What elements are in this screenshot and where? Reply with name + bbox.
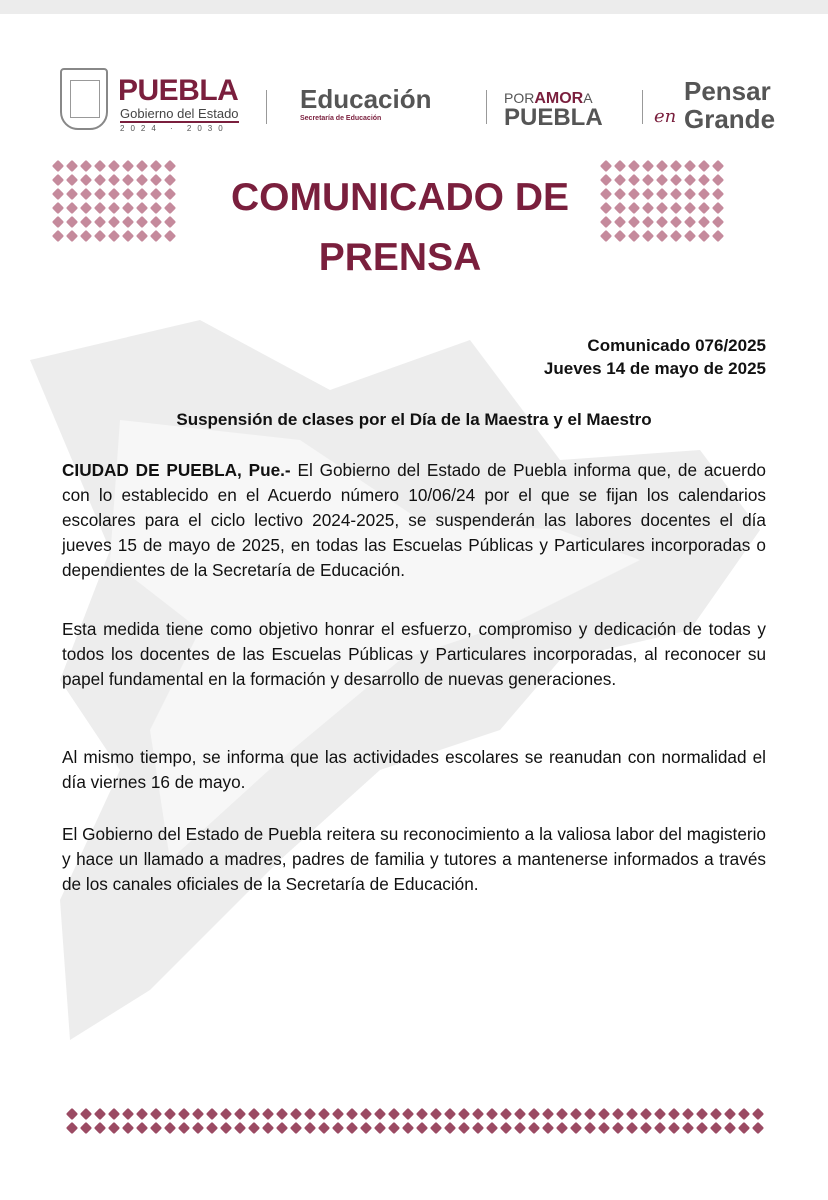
pattern-tile — [738, 1108, 750, 1120]
pattern-tile — [656, 202, 668, 214]
pattern-tile — [656, 174, 668, 186]
pattern-tile — [712, 230, 724, 242]
pattern-tile — [472, 1108, 484, 1120]
pattern-tile — [614, 202, 626, 214]
pattern-tile — [626, 1108, 638, 1120]
pattern-tile — [150, 202, 162, 214]
pattern-tile — [668, 1108, 680, 1120]
pattern-tile — [80, 216, 92, 228]
pattern-tile — [698, 174, 710, 186]
pattern-tile — [598, 1122, 610, 1134]
pattern-tile — [80, 202, 92, 214]
pattern-tile — [164, 202, 176, 214]
pattern-tile — [318, 1108, 330, 1120]
pattern-tile — [122, 202, 134, 214]
pattern-tile — [94, 1122, 106, 1134]
pattern-tile — [122, 230, 134, 242]
pattern-tile — [670, 160, 682, 172]
pattern-tile — [500, 1122, 512, 1134]
pattern-tile — [528, 1122, 540, 1134]
pattern-tile — [332, 1122, 344, 1134]
logo-por-puebla: PUEBLA — [504, 104, 603, 131]
pattern-tile — [66, 1122, 78, 1134]
pattern-tile — [150, 1122, 162, 1134]
pattern-tile — [656, 216, 668, 228]
pattern-tile — [738, 1122, 750, 1134]
pattern-tile — [444, 1122, 456, 1134]
pattern-tile — [122, 174, 134, 186]
pattern-tile — [696, 1122, 708, 1134]
pattern-tile — [136, 1122, 148, 1134]
pattern-tile — [570, 1108, 582, 1120]
pattern-tile — [150, 188, 162, 200]
logo-educacion: Educación — [300, 84, 432, 114]
pattern-tile — [374, 1122, 386, 1134]
paragraph-3: Al mismo tiempo, se informa que las actividades escolares se reanudan con normalidad el día viernes 16 de mayo. — [62, 747, 766, 792]
pattern-tile — [388, 1122, 400, 1134]
pattern-tile — [684, 188, 696, 200]
decorative-pattern-right — [600, 160, 724, 242]
pattern-tile — [150, 216, 162, 228]
pattern-tile — [584, 1122, 596, 1134]
pattern-tile — [276, 1122, 288, 1134]
pattern-tile — [108, 160, 120, 172]
pattern-tile — [108, 1108, 120, 1120]
pattern-tile — [108, 174, 120, 186]
pattern-tile — [164, 188, 176, 200]
pattern-tile — [178, 1122, 190, 1134]
paragraph-1-text: El Gobierno del Estado de Puebla informa que, de acuerdo con lo establecido en el Acuerdo número 10/06/24 por el que se fijan los calendarios escolares para el ciclo lectivo 2024-2025, se suspenderán las labores docentes el día jueves 15 de mayo de 2025, en todas las Escuelas Públicas y Particulares incorporadas o dependientes de la Secretaría de Educación. — [62, 460, 766, 580]
pattern-tile — [136, 160, 148, 172]
pattern-tile — [458, 1108, 470, 1120]
pattern-tile — [724, 1108, 736, 1120]
pattern-tile — [698, 230, 710, 242]
pattern-tile — [346, 1108, 358, 1120]
pattern-tile — [164, 216, 176, 228]
pattern-tile — [696, 1108, 708, 1120]
pattern-tile — [712, 202, 724, 214]
pattern-tile — [500, 1108, 512, 1120]
pattern-tile — [670, 216, 682, 228]
pattern-tile — [684, 216, 696, 228]
pattern-tile — [642, 216, 654, 228]
pattern-tile — [206, 1122, 218, 1134]
pattern-tile — [682, 1108, 694, 1120]
logo-a: A — [583, 90, 593, 106]
pattern-tile — [122, 216, 134, 228]
pattern-tile — [66, 216, 78, 228]
pattern-tile — [712, 188, 724, 200]
pattern-tile — [290, 1122, 302, 1134]
pattern-tile — [192, 1122, 204, 1134]
pattern-tile — [304, 1108, 316, 1120]
top-bar — [0, 0, 828, 14]
pattern-tile — [360, 1122, 372, 1134]
divider — [642, 90, 643, 124]
pattern-tile — [698, 202, 710, 214]
pattern-tile — [670, 188, 682, 200]
pattern-tile — [122, 1122, 134, 1134]
logo-por: POR — [504, 90, 535, 106]
pattern-tile — [80, 1108, 92, 1120]
pattern-tile — [52, 202, 64, 214]
pattern-tile — [402, 1108, 414, 1120]
pattern-tile — [514, 1108, 526, 1120]
pattern-tile — [94, 230, 106, 242]
pattern-tile — [108, 216, 120, 228]
pattern-tile — [178, 1108, 190, 1120]
pattern-tile — [66, 202, 78, 214]
pattern-tile — [150, 174, 162, 186]
pattern-tile — [52, 188, 64, 200]
logo-puebla: PUEBLA — [118, 74, 239, 107]
pattern-tile — [668, 1122, 680, 1134]
pattern-tile — [402, 1122, 414, 1134]
pattern-tile — [94, 202, 106, 214]
decorative-pattern-left — [52, 160, 176, 242]
pattern-tile — [136, 174, 148, 186]
pattern-tile — [164, 1108, 176, 1120]
pattern-tile — [684, 174, 696, 186]
subject-heading: Suspensión de clases por el Día de la Maestra y el Maestro — [176, 410, 652, 429]
pattern-tile — [670, 202, 682, 214]
pattern-tile — [458, 1122, 470, 1134]
pattern-tile — [262, 1122, 274, 1134]
pattern-tile — [712, 216, 724, 228]
pattern-tile — [614, 174, 626, 186]
pattern-tile — [94, 188, 106, 200]
pattern-tile — [642, 230, 654, 242]
pattern-tile — [710, 1108, 722, 1120]
paragraph-4: El Gobierno del Estado de Puebla reitera su reconocimiento a la valiosa labor del magisterio y hace un llamado a madres, padres de familia y tutores a mantenerse informados a través de los canales oficiales de la Secretaría de Educación. — [62, 824, 766, 894]
pattern-tile — [698, 188, 710, 200]
pattern-tile — [612, 1122, 624, 1134]
pattern-tile — [430, 1122, 442, 1134]
header-logos — [60, 68, 800, 138]
pattern-tile — [220, 1108, 232, 1120]
pattern-tile — [628, 174, 640, 186]
pattern-tile — [66, 188, 78, 200]
pattern-tile — [304, 1122, 316, 1134]
decorative-pattern-footer — [66, 1108, 764, 1134]
pattern-tile — [628, 188, 640, 200]
pattern-tile — [584, 1108, 596, 1120]
logo-amor: AMOR — [534, 90, 584, 107]
pattern-tile — [528, 1108, 540, 1120]
pattern-tile — [712, 160, 724, 172]
pattern-tile — [290, 1108, 302, 1120]
pattern-tile — [136, 188, 148, 200]
pattern-tile — [248, 1122, 260, 1134]
logo-gobierno: Gobierno del Estado — [120, 106, 239, 121]
pattern-tile — [642, 202, 654, 214]
pattern-tile — [346, 1122, 358, 1134]
pattern-tile — [486, 1122, 498, 1134]
pattern-tile — [614, 160, 626, 172]
logo-educacion-sub: Secretaría de Educación — [300, 115, 382, 122]
pattern-tile — [94, 216, 106, 228]
pattern-tile — [52, 230, 64, 242]
pattern-tile — [556, 1122, 568, 1134]
pattern-tile — [80, 1122, 92, 1134]
pattern-tile — [108, 188, 120, 200]
pattern-tile — [684, 202, 696, 214]
pattern-tile — [656, 230, 668, 242]
pattern-tile — [318, 1122, 330, 1134]
pattern-tile — [150, 160, 162, 172]
pattern-tile — [80, 188, 92, 200]
pattern-tile — [66, 174, 78, 186]
pattern-tile — [150, 230, 162, 242]
pattern-tile — [122, 1108, 134, 1120]
logo-years: 2024 · 2030 — [120, 124, 229, 133]
pattern-tile — [136, 216, 148, 228]
pattern-tile — [598, 1108, 610, 1120]
pattern-tile — [164, 230, 176, 242]
pattern-tile — [640, 1108, 652, 1120]
communique-date: Jueves 14 de mayo de 2025 — [543, 359, 766, 378]
pattern-tile — [654, 1122, 666, 1134]
pattern-tile — [698, 216, 710, 228]
logo-pensar: Pensar — [684, 76, 771, 106]
pattern-tile — [220, 1122, 232, 1134]
pattern-tile — [654, 1108, 666, 1120]
pattern-tile — [416, 1122, 428, 1134]
pattern-tile — [472, 1122, 484, 1134]
pattern-tile — [486, 1108, 498, 1120]
pattern-tile — [192, 1108, 204, 1120]
pattern-tile — [628, 216, 640, 228]
pattern-tile — [642, 174, 654, 186]
page-title: COMUNICADO DE PRENSA — [231, 176, 569, 279]
pattern-tile — [724, 1122, 736, 1134]
pattern-tile — [614, 216, 626, 228]
pattern-tile — [52, 160, 64, 172]
pattern-tile — [656, 188, 668, 200]
pattern-tile — [206, 1108, 218, 1120]
pattern-tile — [94, 174, 106, 186]
pattern-tile — [710, 1122, 722, 1134]
pattern-tile — [712, 174, 724, 186]
pattern-tile — [122, 188, 134, 200]
divider — [266, 90, 267, 124]
pattern-tile — [234, 1122, 246, 1134]
logo-en: en — [654, 106, 677, 127]
pattern-tile — [248, 1108, 260, 1120]
divider — [486, 90, 487, 124]
pattern-tile — [752, 1122, 764, 1134]
pattern-tile — [614, 188, 626, 200]
pattern-tile — [642, 160, 654, 172]
pattern-tile — [80, 230, 92, 242]
pattern-tile — [430, 1108, 442, 1120]
pattern-tile — [108, 202, 120, 214]
pattern-tile — [670, 174, 682, 186]
pattern-tile — [642, 188, 654, 200]
pattern-tile — [108, 230, 120, 242]
pattern-tile — [570, 1122, 582, 1134]
pattern-tile — [444, 1108, 456, 1120]
pattern-tile — [332, 1108, 344, 1120]
pattern-tile — [136, 1108, 148, 1120]
pattern-tile — [698, 160, 710, 172]
pattern-tile — [626, 1122, 638, 1134]
pattern-tile — [276, 1108, 288, 1120]
pattern-tile — [684, 230, 696, 242]
pattern-tile — [122, 160, 134, 172]
pattern-tile — [628, 202, 640, 214]
pattern-tile — [262, 1108, 274, 1120]
pattern-tile — [234, 1108, 246, 1120]
pattern-tile — [66, 1108, 78, 1120]
pattern-tile — [136, 230, 148, 242]
pattern-tile — [164, 174, 176, 186]
pattern-tile — [388, 1108, 400, 1120]
pattern-tile — [108, 1122, 120, 1134]
pattern-tile — [94, 1108, 106, 1120]
pattern-tile — [684, 160, 696, 172]
pattern-tile — [614, 230, 626, 242]
pattern-tile — [164, 160, 176, 172]
pattern-tile — [542, 1108, 554, 1120]
pattern-tile — [752, 1108, 764, 1120]
pattern-tile — [360, 1108, 372, 1120]
pattern-tile — [164, 1122, 176, 1134]
pattern-tile — [80, 174, 92, 186]
pattern-tile — [52, 216, 64, 228]
pattern-tile — [628, 230, 640, 242]
pattern-tile — [374, 1108, 386, 1120]
pattern-tile — [52, 174, 64, 186]
pattern-tile — [66, 160, 78, 172]
pattern-tile — [670, 230, 682, 242]
lead-place: CIUDAD DE PUEBLA, Pue.- — [62, 460, 291, 480]
pattern-tile — [542, 1122, 554, 1134]
pattern-tile — [416, 1108, 428, 1120]
pattern-tile — [628, 160, 640, 172]
pattern-tile — [66, 230, 78, 242]
pattern-tile — [150, 1108, 162, 1120]
pattern-tile — [640, 1122, 652, 1134]
pattern-tile — [612, 1108, 624, 1120]
pattern-tile — [80, 160, 92, 172]
pattern-tile — [682, 1122, 694, 1134]
pattern-tile — [656, 160, 668, 172]
communique-number: Comunicado 076/2025 — [587, 336, 766, 355]
paragraph-2: Esta medida tiene como objetivo honrar el esfuerzo, compromiso y dedicación de todas y todos los docentes de las Escuelas Públicas y Particulares incorporadas, al reconocer su papel fundamental en la formación y desarrollo de nuevas generaciones. — [62, 619, 766, 689]
paragraph-1 — [62, 458, 766, 583]
pattern-tile — [556, 1108, 568, 1120]
pattern-tile — [136, 202, 148, 214]
pattern-tile — [514, 1122, 526, 1134]
logo-grande: Grande — [684, 104, 776, 134]
pattern-tile — [94, 160, 106, 172]
coat-of-arms-icon — [60, 68, 108, 130]
